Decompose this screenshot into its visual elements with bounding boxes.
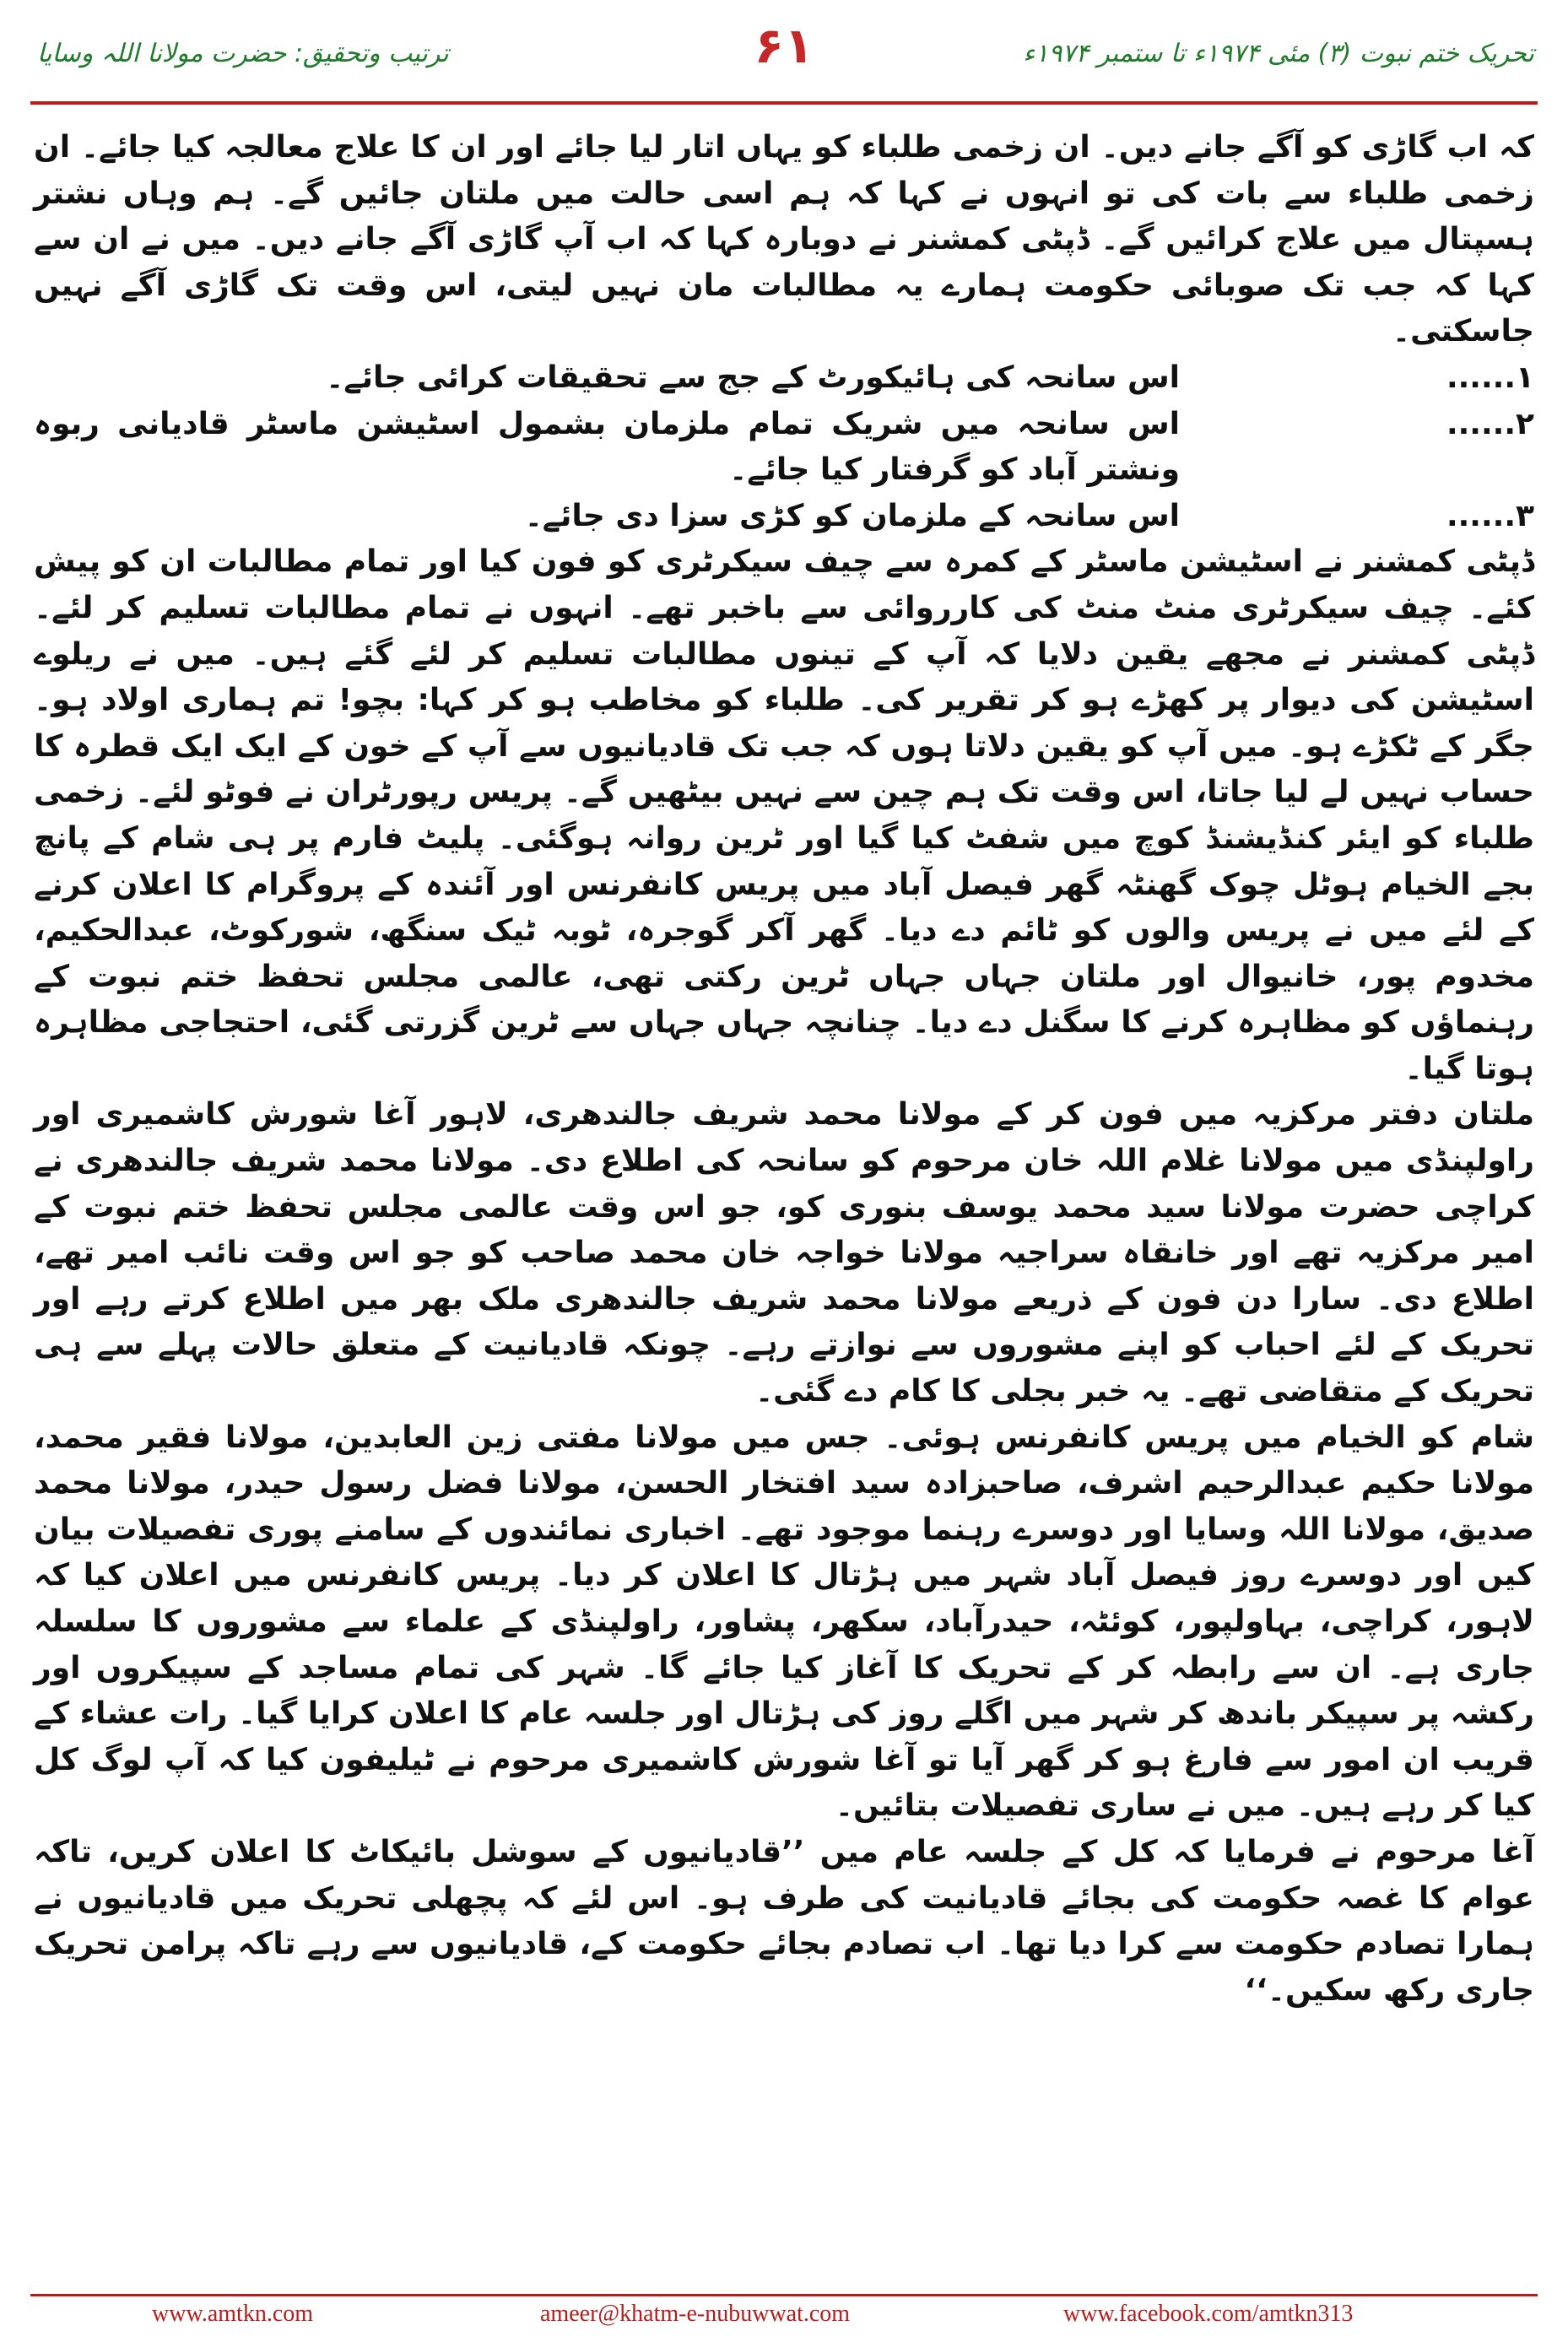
- facebook-link[interactable]: www.facebook.com/amtkn313: [1063, 2301, 1354, 2327]
- page-footer: [0, 2301, 1568, 2334]
- paragraph-3: ملتان دفتر مرکزیہ میں فون کر کے مولانا محمد شریف جالندھری، لاہور آغا شورش کاشمیری اور راولپنڈی میں مولانا غلام اللہ خان مرحوم کو سانحہ کی اطلاع دی۔ مولانا محمد شریف جالندھری نے کراچی حضرت مولانا سید محمد یوسف بنوری کو، جو اس وقت عالمی مجلس تحفظ ختم نبوت کے امیر مرکزیہ تھے اور خانقاہ سراجیہ مولانا خواجہ خان محمد صاحب کو جو اس وقت نائب امیر تھے، اطلاع دی۔ سارا دن فون کے ذریعے مولانا محمد شریف جالندھری ملک بھر میں اطلاع کرتے رہے اور تحریک کے لئے احباب کو اپنے مشوروں سے نوازتے رہے۔ چونکہ قادیانیت کے متعلق حالات پہلے سے ہی تحریک کے متقاضی تھے۔ یہ خبر بجلی کا کام دے گئی۔: [34, 1097, 1534, 1409]
- demand-number: ۳......: [1446, 498, 1534, 533]
- demand-text: اس سانحہ کے ملزمان کو کڑی سزا دی جائے۔: [524, 498, 1180, 533]
- demand-text: اس سانحہ کی ہائیکورٹ کے جج سے تحقیقات کرائی جائے۔: [326, 360, 1180, 395]
- paragraph-1: کہ اب گاڑی کو آگے جانے دیں۔ ان زخمی طلباء کو یہاں اتار لیا جائے اور ان کا علاج معالجہ کیا جائے۔ ان زخمی طلباء سے بات کی تو انہوں نے کہا کہ ہم اسی حالت میں ملتان جائیں گے۔ ہم وہاں نشتر ہسپتال میں علاج کرائیں گے۔ ڈپٹی کمشنر نے دوبارہ کہا کہ اب آپ گاڑی آگے جانے دیں۔ میں نے ان سے کہا کہ جب تک صوبائی حکومت ہمارے یہ مطالبات مان نہیں لیتی، اس وقت تک گاڑی آگے نہیں جاسکتی۔: [34, 130, 1534, 349]
- demand-number: ۲......: [1446, 406, 1534, 441]
- demand-number: ۱......: [1446, 360, 1534, 395]
- email-link[interactable]: ameer@khatm-e-nubuwwat.com: [540, 2301, 851, 2327]
- header-divider: [30, 101, 1538, 105]
- compiler-credit: ترتیب وتحقیق: حضرت مولانا اللہ وسایا: [37, 39, 449, 68]
- demands-list: [34, 355, 1534, 539]
- page-number: ۶۱: [754, 17, 814, 74]
- demand-item: [34, 494, 1534, 540]
- book-title: تحریک ختم نبوت (۳) مئی ۱۹۷۴ء تا ستمبر ۱۹۷۴ء: [1023, 39, 1534, 68]
- demand-text: اس سانحہ میں شریک تمام ملزمان بشمول اسٹیشن ماسٹر قادیانی ربوہ ونشتر آباد کو گرفتار کیا جائے۔: [34, 406, 1180, 488]
- article-body: [34, 125, 1534, 2014]
- demand-item: [34, 355, 1534, 402]
- paragraph-2: ڈپٹی کمشنر نے اسٹیشن ماسٹر کے کمرہ سے چیف سیکرٹری کو فون کیا اور تمام مطالبات ان کو پیش کئے۔ چیف سیکرٹری منٹ منٹ کی کارروائی سے باخبر تھے۔ انہوں نے تمام مطالبات تسلیم کر لئے۔ ڈپٹی کمشنر نے مجھے یقین دلایا کہ آپ کے تینوں مطالبات تسلیم کر لئے گئے ہیں۔ میں نے ریلوے اسٹیشن کی دیوار پر کھڑے ہو کر تقریر کی۔ طلباء کو مخاطب ہو کر کہا: بچو! تم ہماری اولاد ہو۔ جگر کے ٹکڑے ہو۔ میں آپ کو یقین دلاتا ہوں کہ جب تک قادیانیوں سے آپ کے خون کے ایک ایک قطرہ کا حساب نہیں لے لیا جاتا، اس وقت تک ہم چین سے نہیں بیٹھیں گے۔ پریس رپورٹران نے فوٹو لئے۔ زخمی طلباء کو ایئر کنڈیشنڈ کوچ میں شفٹ کیا گیا اور ٹرین روانہ ہوگئی۔ پلیٹ فارم پر ہی شام کے پانچ بجے الخیام ہوٹل چوک گھنٹہ گھر فیصل آباد میں پریس کانفرنس اور آئندہ کے پروگرام کا اعلان کرنے کے لئے میں نے پریس والوں کو ٹائم دے دیا۔ گھر آکر گوجرہ، ٹوبہ ٹیک سنگھ، شورکوٹ، عبدالحکیم، مخدوم پور، خانیوال اور ملتان جہاں جہاں ٹرین رکتی تھی، عالمی مجلس تحفظ ختم نبوت کے رہنماؤں کو مظاہرہ کرنے کا سگنل دے دیا۔ چنانچہ جہاں جہاں سے ٹرین گزرتی گئی، احتجاجی مظاہرہ ہوتا گیا۔: [34, 544, 1534, 1086]
- page-header: [0, 0, 1568, 110]
- footer-divider: [30, 2294, 1538, 2296]
- demand-item: [34, 402, 1534, 494]
- paragraph-4: شام کو الخیام میں پریس کانفرنس ہوئی۔ جس میں مولانا مفتی زین العابدین، مولانا فقیر محمد، مولانا حکیم عبدالرحیم اشرف، صاحبزادہ سید افتخار الحسن، مولانا فضل رسول حیدر، مولانا محمد صدیق، مولانا اللہ وسایا اور دوسرے رہنما موجود تھے۔ اخباری نمائندوں کے سامنے پوری تفصیلات بیان کیں اور دوسرے روز فیصل آباد شہر میں ہڑتال کا اعلان کر دیا۔ پریس کانفرنس میں اعلان کیا کہ لاہور، کراچی، بہاولپور، کوئٹہ، حیدرآباد، سکھر، پشاور، راولپنڈی کے علماء سے مشوروں کا سلسلہ جاری ہے۔ ان سے رابطہ کر کے تحریک کا آغاز کیا جائے گا۔ شہر کی تمام مساجد کے سپیکروں اور رکشہ پر سپیکر باندھ کر شہر میں اگلے روز کی ہڑتال اور جلسہ عام کا اعلان کرایا گیا۔ رات عشاء کے قریب ان امور سے فارغ ہو کر گھر آیا تو آغا شورش کاشمیری مرحوم نے ٹیلیفون کیا کہ آپ لوگ کل کیا کر رہے ہیں۔ میں نے ساری تفصیلات بتائیں۔: [34, 1420, 1534, 1824]
- website-link[interactable]: www.amtkn.com: [152, 2301, 314, 2327]
- paragraph-5: آغا مرحوم نے فرمایا کہ کل کے جلسہ عام میں ’’قادیانیوں کے سوشل بائیکاٹ کا اعلان کریں، تاکہ عوام کا غصہ حکومت کی بجائے قادیانیت کی طرف ہو۔ اس لئے کہ پچھلی تحریک میں قادیانیوں نے ہمارا تصادم حکومت سے کرا دیا تھا۔ اب تصادم بجائے حکومت کے، قادیانیوں سے رہے تاکہ پرامن تحریک جاری رکھ سکیں۔‘‘: [34, 1834, 1534, 2008]
